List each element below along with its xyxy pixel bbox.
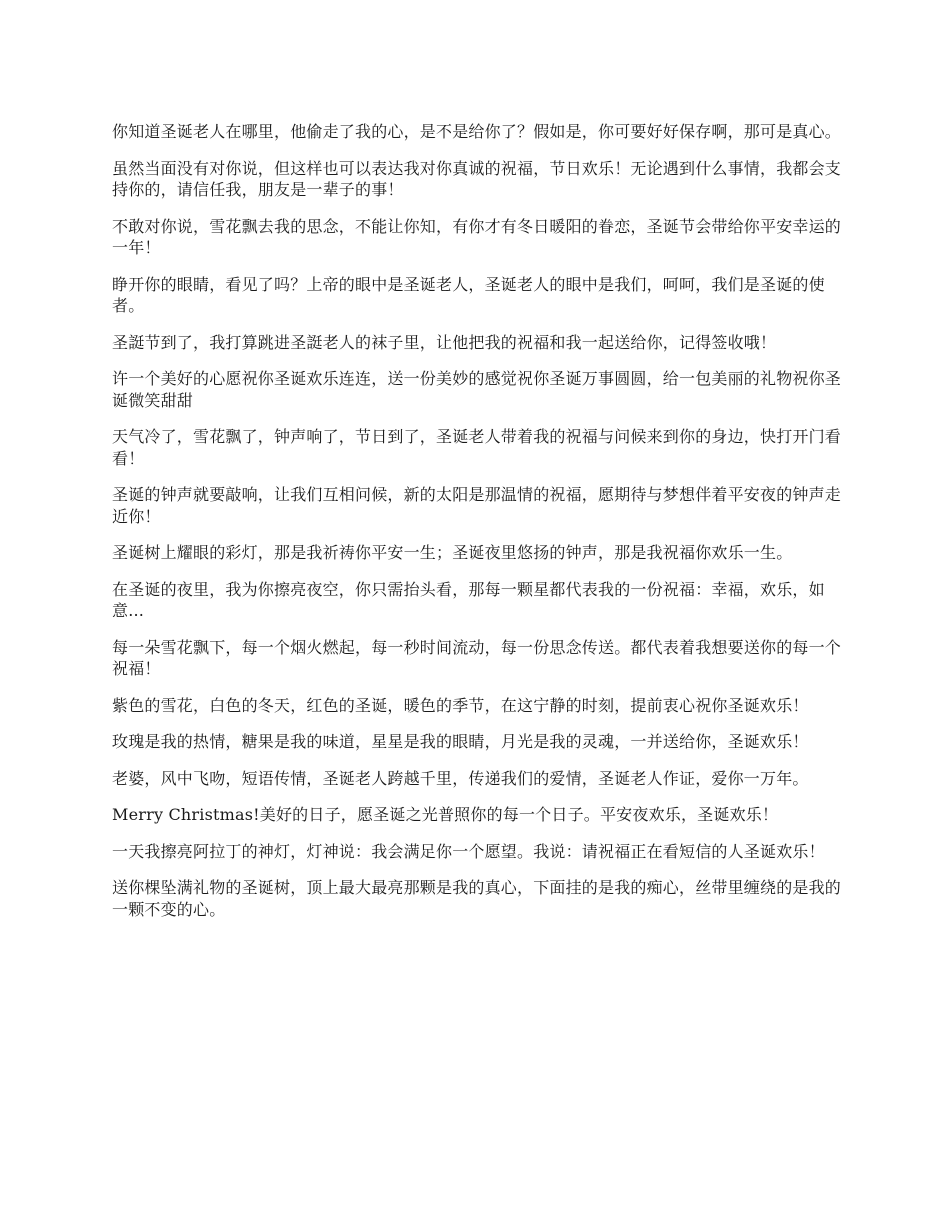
paragraph-13: 玫瑰是我的热情，糖果是我的味道，星星是我的眼睛，月光是我的灵魂，一并送给你，圣诞欢乐！	[112, 732, 809, 751]
document-body	[112, 121, 842, 935]
paragraph-15: Merry Christmas!美好的日子，愿圣诞之光普照你的每一个日子。平安夜欢乐，圣诞欢乐！	[112, 805, 779, 824]
paragraph-3: 不敢对你说，雪花飘去我的思念，不能让你知，有你才有冬日暖阳的眷恋，圣诞节会带给你平安幸运的一年！	[112, 216, 842, 257]
paragraph-11: 每一朵雪花飘下，每一个烟火燃起，每一秒时间流动，每一份思念传送。都代表着我想要送你的每一个祝福！	[112, 637, 842, 678]
paragraph-6: 许一个美好的心愿祝你圣诞欢乐连连，送一份美妙的感觉祝你圣诞万事圆圆，给一包美丽的礼物祝你圣诞微笑甜甜	[112, 369, 842, 410]
paragraph-2: 虽然当面没有对你说，但这样也可以表达我对你真诚的祝福，节日欢乐！无论遇到什么事情，我都会支持你的，请信任我，朋友是一辈子的事！	[112, 158, 842, 199]
paragraph-8: 圣诞的钟声就要敲响，让我们互相问候，新的太阳是那温情的祝福，愿期待与梦想伴着平安夜的钟声走近你！	[112, 485, 842, 526]
paragraph-16: 一天我擦亮阿拉丁的神灯，灯神说：我会满足你一个愿望。我说：请祝福正在看短信的人圣诞欢乐！	[112, 841, 825, 861]
paragraph-10: 在圣诞的夜里，我为你擦亮夜空，你只需抬头看，那每一颗星都代表我的一份祝福：幸福，欢乐，如意...	[112, 579, 825, 620]
paragraph-17: 送你棵坠满礼物的圣诞树，顶上最大最亮那颗是我的真心，下面挂的是我的痴心，丝带里缠绕的是我的一颗不变的心。	[112, 878, 842, 919]
paragraph-12: 紫色的雪花，白色的冬天，红色的圣诞，暖色的季节，在这宁静的时刻，提前衷心祝你圣诞欢乐！	[112, 695, 809, 715]
paragraph-5: 圣誔节到了，我打算跳进圣誔老人的袜子里，让他把我的祝福和我一起送给你，记得签收哦！	[112, 332, 777, 352]
paragraph-14: 老婆，风中飞吻，短语传情，圣诞老人跨越千里，传递我们的爱情，圣诞老人作证，爱你一万年。	[112, 768, 809, 788]
paragraph-9: 圣诞树上耀眼的彩灯，那是我祈祷你平安一生；圣诞夜里悠扬的钟声，那是我祝福你欢乐一生。	[112, 543, 793, 562]
paragraph-1: 你知道圣诞老人在哪里，他偷走了我的心，是不是给你了？假如是，你可要好好保存啊，那可是真心。	[112, 122, 842, 141]
paragraph-4: 睁开你的眼睛，看见了吗？上帝的眼中是圣诞老人，圣诞老人的眼中是我们，呵呵，我们是圣诞的使者。	[112, 274, 825, 315]
paragraph-7: 天气冷了，雪花飘了，钟声响了，节日到了，圣诞老人带着我的祝福与问候来到你的身边，快打开门看看！	[112, 427, 842, 468]
